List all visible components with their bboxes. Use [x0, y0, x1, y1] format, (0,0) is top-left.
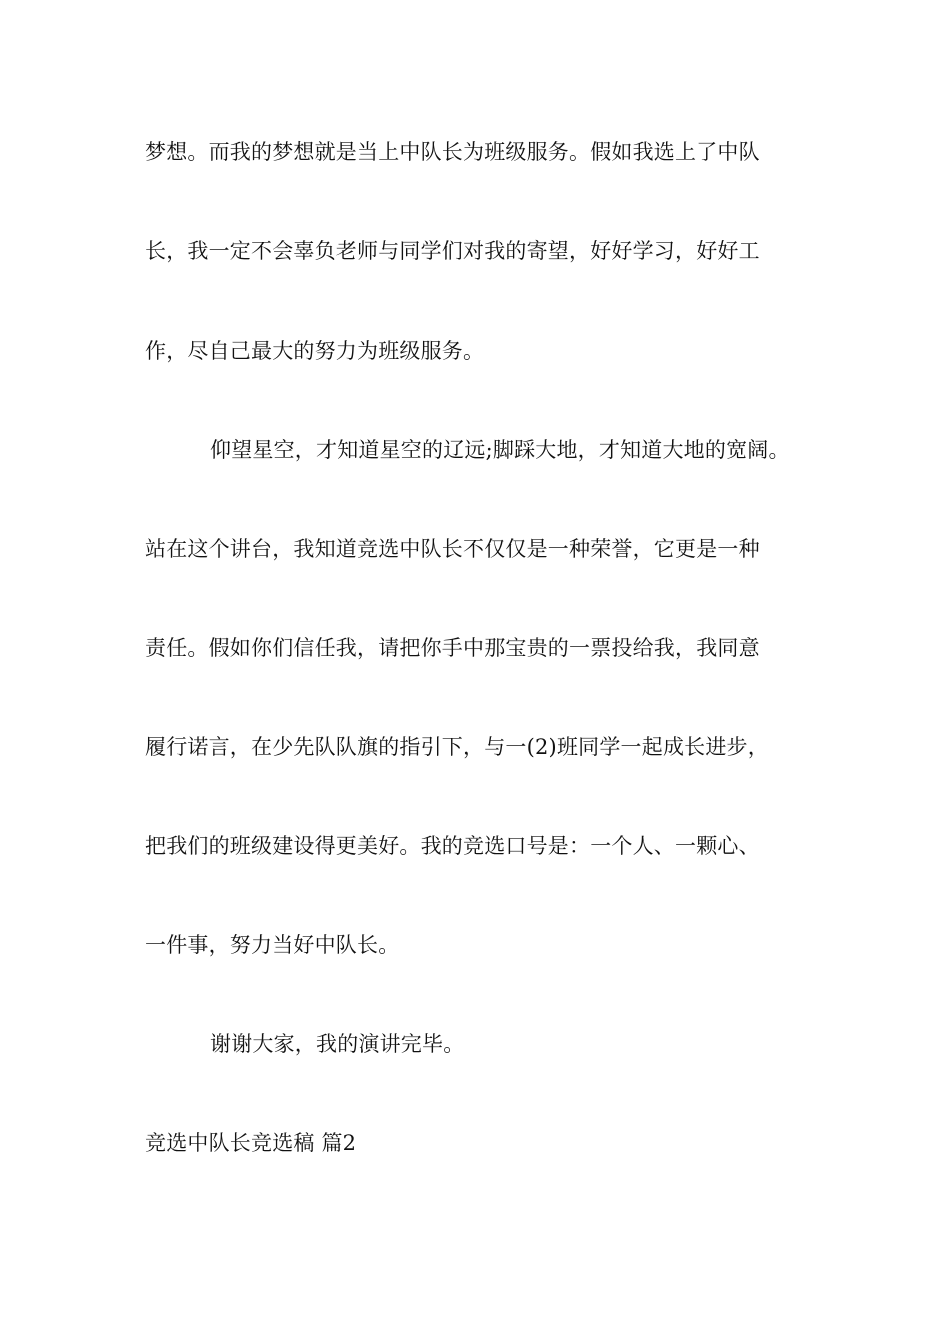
- paragraph-line: 一件事，努力当好中队长。: [145, 933, 400, 957]
- paragraph-line: 把我们的班级建设得更美好。我的竞选口号是：一个人、一颗心、: [145, 834, 760, 858]
- section-heading: 竞选中队长竞选稿 篇2: [145, 1131, 357, 1155]
- paragraph-line: 责任。假如你们信任我，请把你手中那宝贵的一票投给我，我同意: [145, 636, 760, 660]
- paragraph-line: 长，我一定不会辜负老师与同学们对我的寄望，好好学习，好好工: [145, 239, 760, 263]
- paragraph-line: 作，尽自己最大的努力为班级服务。: [145, 339, 485, 363]
- paragraph-line: 站在这个讲台，我知道竞选中队长不仅仅是一种荣誉，它更是一种: [145, 537, 760, 561]
- paragraph-line: 履行诺言，在少先队队旗的指引下，与一(2)班同学一起成长进步，: [145, 735, 769, 759]
- paragraph-line: 梦想。而我的梦想就是当上中队长为班级服务。假如我选上了中队: [145, 140, 760, 164]
- paragraph-line: 谢谢大家，我的演讲完毕。: [210, 1032, 465, 1056]
- paragraph-line: 仰望星空，才知道星空的辽远;脚踩大地，才知道大地的宽阔。: [210, 438, 790, 462]
